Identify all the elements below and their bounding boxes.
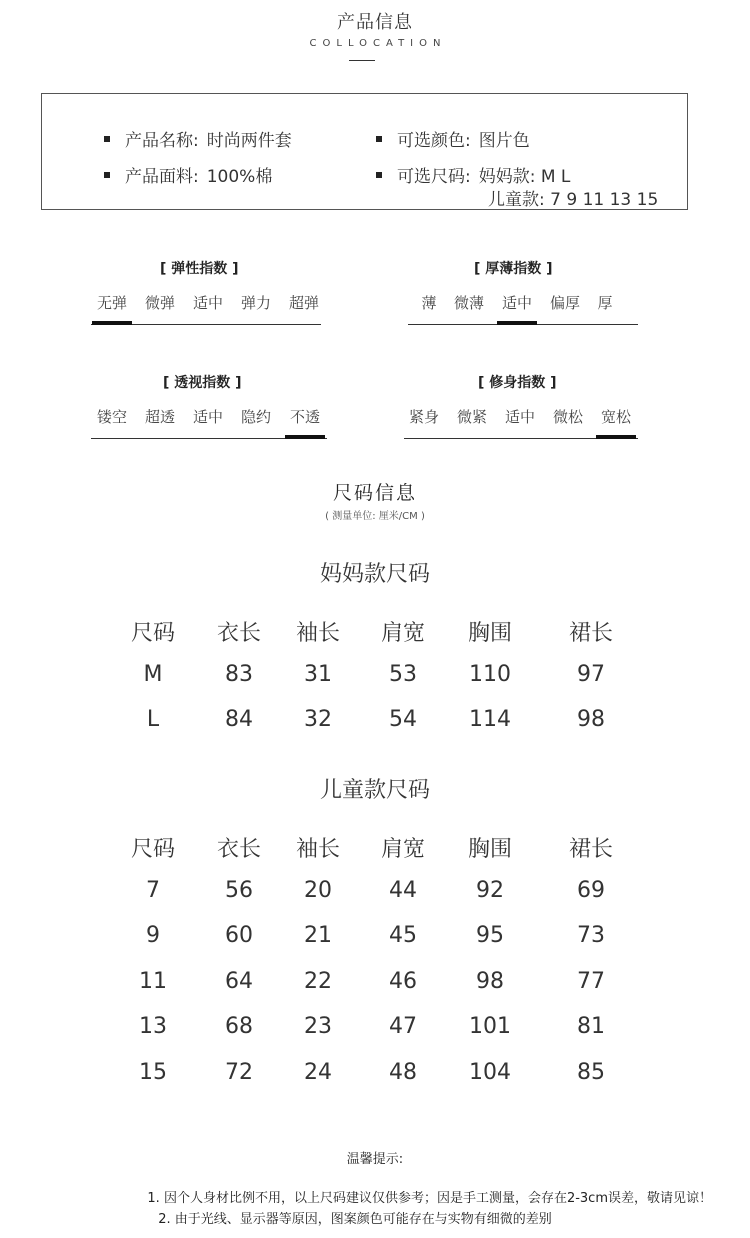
table-cell: 45 [389,923,417,948]
info-label: 可选颜色: [397,131,471,151]
table-cell: 92 [476,877,504,903]
size-info-title: 尺码信息 [332,482,417,504]
scale-option: 超弹 [288,294,319,312]
table-cell: 97 [577,661,605,687]
table-cell: 110 [469,661,511,687]
table-cell: 73 [577,923,605,948]
table-cell: 31 [304,661,332,687]
scale-option: 微紧 [456,408,487,426]
table-cell: 60 [225,923,253,948]
scale-option: 弹力 [240,294,271,312]
bullet-icon [376,136,382,142]
table-cell: 84 [225,707,253,732]
table-cell: 44 [389,877,417,903]
table-cell: 9 [146,923,160,948]
page-subtitle: COLLOCATION [309,38,447,49]
table-cell: 7 [146,877,160,903]
info-value: 图片色 [478,131,530,151]
scale-title: [ 修身指数 ] [478,375,557,391]
table-header-cell: 尺码 [130,837,175,862]
table-header-cell: 裙长 [568,621,613,646]
scale-option: 适中 [501,294,532,312]
table-cell: 20 [304,877,332,903]
info-label: 产品名称: [125,131,199,151]
table-cell: 114 [469,707,511,732]
scale-option: 紧身 [408,408,439,426]
scale-option: 微弹 [144,294,175,312]
table-cell: 54 [389,707,417,732]
table-cell: 64 [225,968,253,994]
table-header-cell: 衣长 [216,621,261,646]
table-cell: 81 [577,1014,605,1039]
info-product-color [376,126,530,151]
table-cell: 77 [577,968,605,994]
title-underline [349,60,375,61]
table-cell: 85 [577,1059,605,1085]
scale-option: 隐约 [240,408,271,426]
table-cell: 68 [225,1014,253,1039]
table-header-cell: 尺码 [130,621,175,646]
table-header-cell: 胸围 [467,837,512,862]
table-cell: 95 [476,923,504,948]
table-header-cell: 胸围 [467,621,512,646]
table-cell: 56 [225,877,253,903]
info-value: 妈妈款: M L [478,167,571,187]
table-cell: M [143,661,163,687]
table-cell: 69 [577,877,605,903]
scale-option: 偏厚 [549,294,580,312]
table-cell: 24 [304,1059,332,1085]
scale-option: 薄 [421,294,437,312]
table-cell: 98 [577,707,605,732]
bullet-icon [104,172,110,178]
table-cell: 53 [389,661,417,687]
tips-title: 温馨提示: [346,1152,404,1167]
table-header-cell: 裙长 [568,837,613,862]
table-cell: 11 [139,968,167,994]
table-header-cell: 袖长 [295,837,340,862]
mom-table-title: 妈妈款尺码 [319,562,430,587]
scale-option: 适中 [192,294,223,312]
scale-option: 宽松 [600,408,631,426]
table-cell: 101 [469,1014,511,1039]
tips-line-1: 1. 因个人身材比例不用，以上尺码建议仅供参考；因是手工测量，会存在2-3cm误差，敬请见谅！ [147,1191,712,1206]
info-label: 可选尺码: [397,167,471,187]
table-cell: L [146,707,160,732]
table-cell: 48 [389,1059,417,1085]
scale-selected-marker [497,321,537,325]
table-cell: 83 [225,661,253,687]
size-info-unit: ( 测量单位: 厘米/CM ) [325,511,425,522]
info-value: 时尚两件套 [206,131,292,151]
info-value: 100%棉 [206,167,273,187]
scale-option: 微松 [552,408,583,426]
scale-selected-marker [285,435,325,439]
scale-option: 适中 [192,408,223,426]
product-info-box [41,93,688,210]
table-header-cell: 肩宽 [380,621,425,646]
table-cell: 15 [139,1059,167,1085]
table-cell: 104 [469,1059,511,1085]
table-cell: 21 [304,923,332,948]
table-cell: 22 [304,968,332,994]
table-cell: 46 [389,968,417,994]
info-label: 产品面料: [125,167,199,187]
bullet-icon [104,136,110,142]
page-title: 产品信息 [337,12,413,33]
table-cell: 98 [476,968,504,994]
scale-selected-marker [92,321,132,325]
scale-selected-marker [596,435,636,439]
table-cell: 13 [139,1014,167,1039]
tips-line-2: 2. 由于光线、显示器等原因，图案颜色可能存在与实物有细微的差别 [158,1212,552,1227]
scale-option: 超透 [144,408,175,426]
scale-title: [ 弹性指数 ] [160,261,239,277]
kid-table-title: 儿童款尺码 [319,778,430,803]
scale-option: 不透 [289,408,320,426]
table-cell: 23 [304,1014,332,1039]
table-cell: 32 [304,707,332,732]
scale-option: 无弹 [96,294,127,312]
scale-option: 微薄 [453,294,484,312]
table-header-cell: 袖长 [295,621,340,646]
table-cell: 72 [225,1059,253,1085]
table-header-cell: 衣长 [216,837,261,862]
table-header-cell: 肩宽 [380,837,425,862]
scale-option: 镂空 [96,408,127,426]
info-kid-sizes: 儿童款: 7 9 11 13 15 [488,190,659,210]
scale-title: [ 厚薄指数 ] [474,261,553,277]
scale-option: 厚 [597,294,613,312]
info-product-name [104,126,292,151]
scale-title: [ 透视指数 ] [163,375,242,391]
bullet-icon [376,172,382,178]
info-product-size [376,162,570,187]
scale-option: 适中 [504,408,535,426]
table-cell: 47 [389,1014,417,1039]
info-product-fabric [104,162,272,187]
